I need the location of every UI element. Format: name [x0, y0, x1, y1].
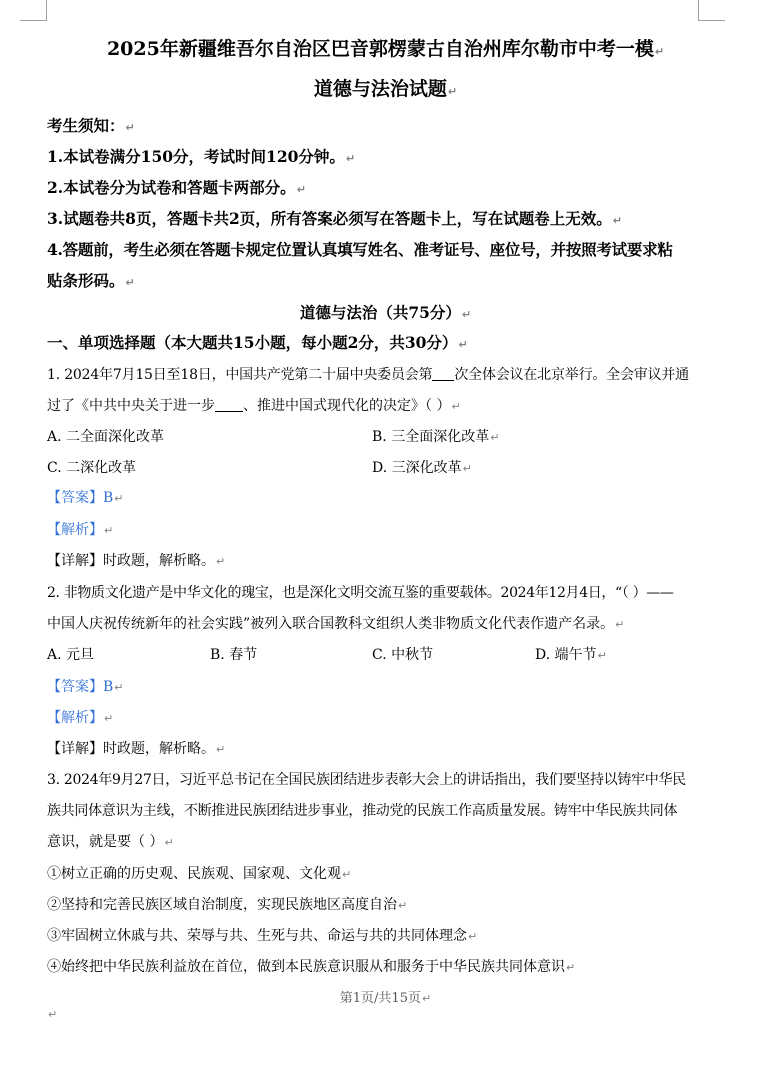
- crop-mark-top-left: [20, 0, 47, 21]
- q1-option-c: C. 二深化改革: [47, 460, 137, 476]
- q1-analysis: 【解析】↵: [47, 522, 114, 538]
- q2-stem: 中国人庆祝传统新年的社会实践”被列入联合国教科文组织人类非物质文化代表作遗产名录。↵: [47, 616, 625, 632]
- q2-analysis: 【解析】↵: [47, 710, 114, 726]
- q2-option-a: A. 元旦: [47, 647, 95, 663]
- q3-statement: ①树立正确的历史观、民族观、国家观、文化观↵: [47, 866, 352, 882]
- q2-answer: 【答案】B↵: [47, 679, 124, 695]
- q1-stem: 1. 2024年7月15日至18日，中国共产党第二十届中央委员会第 次全体会议在北京举行。全会审议并通: [47, 367, 689, 383]
- q1-stem: 过了《中共中央关于进一步 、推进中国式现代化的决定》（ ）↵: [47, 398, 461, 414]
- q3-statement: ③牢固树立休戚与共、荣辱与共、生死与共、命运与共的共同体理念↵: [47, 928, 478, 944]
- crop-mark-top-right: [698, 0, 725, 21]
- q1-option-b: B. 三全面深化改革↵: [372, 429, 500, 445]
- notice-item: 贴条形码。↵: [47, 271, 135, 290]
- q1-answer: 【答案】B↵: [47, 490, 124, 506]
- part-one-heading: 一、单项选择题（本大题共15小题，每小题2分，共30分）↵: [47, 333, 468, 352]
- page-footer: 第1页/共15页↵: [339, 991, 432, 1006]
- q2-option-c: C. 中秋节: [372, 647, 434, 663]
- q3-statement: ②坚持和完善民族区域自治制度，实现民族地区高度自治↵: [47, 897, 408, 913]
- q1-detail: 【详解】时政题，解析略。↵: [47, 553, 226, 569]
- notice-item: 1.本试卷满分150分，考试时间120分钟。↵: [47, 147, 356, 166]
- q2-stem: 2. 非物质文化遗产是中华文化的瑰宝，也是深化文明交流互鉴的重要载体。2024年12月4日，“（ ）——: [47, 585, 674, 601]
- notice-item: 2.本试卷分为试卷和答题卡两部分。↵: [47, 178, 306, 197]
- q1-option-a: A. 二全面深化改革: [47, 429, 165, 445]
- paragraph-mark: ↵: [48, 1008, 58, 1021]
- notice-item: 4.答题前，考生必须在答题卡规定位置认真填写姓名、准考证号、座位号，并按照考试要求粘: [47, 240, 673, 259]
- q3-stem: 族共同体意识为主线，不断推进民族团结进步事业，推动党的民族工作高质量发展。铸牢中华民族共同体: [47, 803, 678, 819]
- q3-stem: 意识，就是要（ ）↵: [47, 834, 174, 850]
- section-title: 道德与法治（共75分）↵: [299, 303, 472, 322]
- exam-title: 2025年新疆维吾尔自治区巴音郭楞蒙古自治州库尔勒市中考一模↵: [106, 38, 665, 60]
- q3-stem: 3. 2024年9月27日，习近平总书记在全国民族团结进步表彰大会上的讲话指出，我们要坚持以铸牢中华民: [47, 772, 686, 788]
- q2-detail: 【详解】时政题，解析略。↵: [47, 741, 226, 757]
- q2-option-d: D. 端午节↵: [535, 647, 607, 663]
- q2-option-b: B. 春节: [210, 647, 258, 663]
- q3-statement: ④始终把中华民族利益放在首位，做到本民族意识服从和服务于中华民族共同体意识↵: [47, 959, 576, 975]
- q1-option-d: D. 三深化改革↵: [372, 460, 472, 476]
- notice-heading: 考生须知：↵: [47, 116, 135, 135]
- notice-item: 3.试题卷共8页，答题卡共2页，所有答案必须写在答题卡上，写在试题卷上无效。↵: [47, 209, 622, 228]
- exam-subtitle: 道德与法治试题↵: [313, 78, 458, 100]
